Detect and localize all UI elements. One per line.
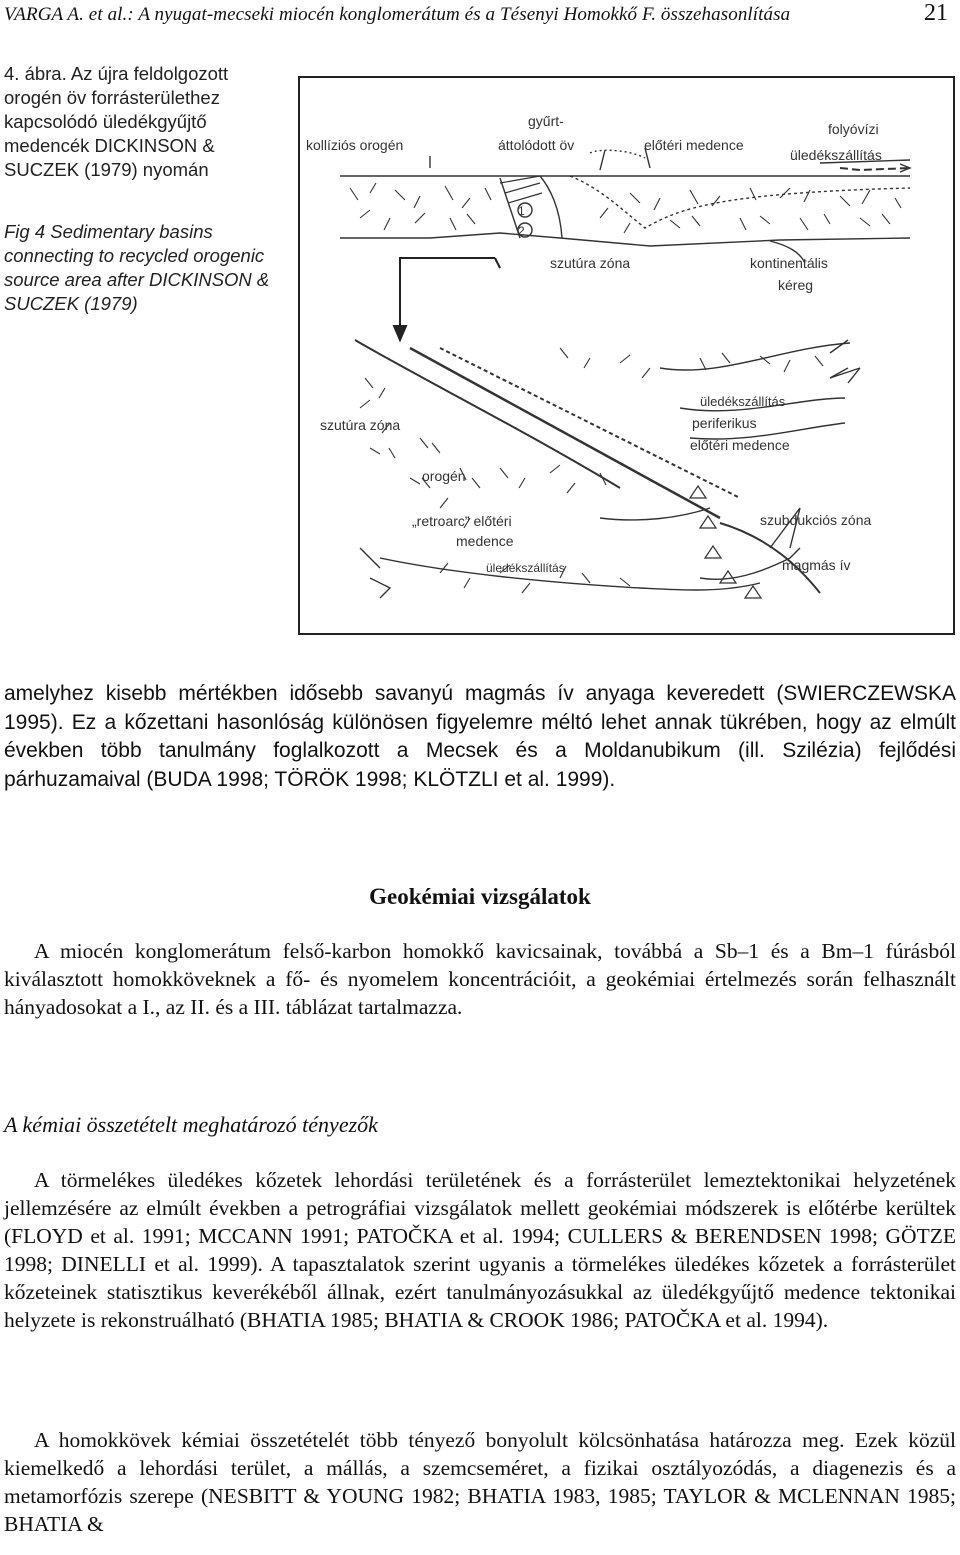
figure-diagram: [298, 76, 955, 635]
mark-1: 1: [518, 204, 525, 218]
label-uledekszallitas-top: üledékszállítás: [790, 147, 882, 163]
upper-section: [340, 148, 910, 263]
label-orogen: orogén: [422, 468, 466, 484]
section-title: Geokémiai vizsgálatok: [369, 884, 591, 909]
diagram-drawing: [300, 78, 953, 633]
mark-2: 2: [518, 224, 525, 238]
label-magmas-iv: magmás ív: [782, 557, 851, 573]
label-eloteri-medence-top: előtéri medence: [644, 137, 744, 153]
label-kontinentalis: kontinentális: [750, 255, 828, 271]
label-attolodott-ov: áttolódott öv: [498, 137, 575, 153]
running-header: [0, 0, 960, 40]
label-gyurt: gyűrt-: [528, 113, 564, 129]
label-kollizios-orogen: kollíziós orogén: [306, 137, 404, 153]
label-szubdukcios-zona: szubdukciós zóna: [760, 512, 872, 528]
label-uledekszallitas-bottom: üledékszállítás: [486, 561, 565, 575]
label-szutura-zona-top: szutúra zóna: [550, 255, 631, 271]
paragraph-1: amelyhez kisebb mértékben idősebb savanyú magmás ív anyaga keveredett (SWIERCZEWSKA 1995). Ez a kőzettani hasonlóság különösen figyelemre méltó lehet annak tükrében, hogy az elmúlt években több tanulmány foglalkozott a Mecsek és a Moldanubikum (ill. Szilézia) fejlődési párhuzamaival (BUDA 1998; TÖRÖK 1998; KLÖTZLI et al. 1999).: [4, 682, 956, 791]
connector-arrow: [394, 258, 500, 340]
label-kereg: kéreg: [778, 277, 814, 293]
paragraph-3: A törmelékes üledékes kőzetek lehordási területének és a forrásterület lemeztektonikai helyzetének jellemzésére az elmúlt években a petrográfiai vizsgálatok mellett geokémiai módszerek is előtérbe kerültek (FLOYD et al. 1991; MCCANN 1991; PATOČKA et al. 1994; CULLERS & BERENDSEN 1998; GÖTZE 1998; DINELLI et al. 1999). A tapasztalatok szerint ugyanis a törmelékes üledékes kőzetek a forrásterület kőzeteinek statisztikus keverékéből állnak, ezért tanulmányozásukkal az üledékgyűjtő medence tektonikai helyzete is rekonstruálható (BHATIA 1985; BHATIA & CROOK 1986; PATOČKA et al. 1994).: [4, 1168, 956, 1332]
label-periferikus: periferikus: [692, 415, 757, 431]
running-title: VARGA A. et al.: A nyugat-mecseki miocén konglomerátum és a Tésenyi Homokkő F. összehasonlítása: [4, 4, 791, 25]
label-uledekszallitas-right: üledékszállítás: [700, 394, 786, 409]
paragraph-4: A homokkövek kémiai összetételét több tényező bonyolult kölcsönhatása határozza meg. Ezek közül kiemelkedő a lehordási terület, a mállás, a szemcseméret, a fizikai osztályozódás, a diagenezis és a metamorfózis szerepe (NESBITT & YOUNG 1982; BHATIA 1983, 1985; TAYLOR & MCLENNAN 1985; BHATIA &: [4, 1428, 956, 1536]
figure-caption-hu: 4. ábra. Az újra feldolgozott orogén öv forrásterülethez kapcsolódó üledékgyűjtő medencék DICKINSON & SUCZEK (1979) nyomán: [4, 63, 229, 180]
label-folyovizi: folyóvízi: [828, 121, 879, 137]
page-number: 21: [924, 0, 948, 26]
label-eloteri-medence-right: előtéri medence: [690, 437, 790, 453]
subsection-title: A kémiai összetételt meghatározó tényezők: [4, 1112, 378, 1137]
paragraph-2: A miocén konglomerátum felső-karbon homokkő kavicsainak, továbbá a Sb–1 és a Bm–1 fúrásból kiválasztott homokköveknek a fő- és nyomelem koncentrációit, a geokémiai értelmezés során felhasznált hányadosokat a I., az II. és a III. táblázat tartalmazza.: [4, 939, 956, 1019]
figure-caption-en: Fig 4 Sedimentary basins connecting to recycled orogenic source area after DICKINSON & SUCZEK (1979): [4, 221, 270, 314]
label-medence: medence: [456, 533, 514, 549]
label-retroarc: „retroarc” előtéri: [412, 513, 512, 529]
figure-caption: [4, 62, 274, 316]
label-szutura-zona-left: szutúra zóna: [320, 417, 401, 433]
